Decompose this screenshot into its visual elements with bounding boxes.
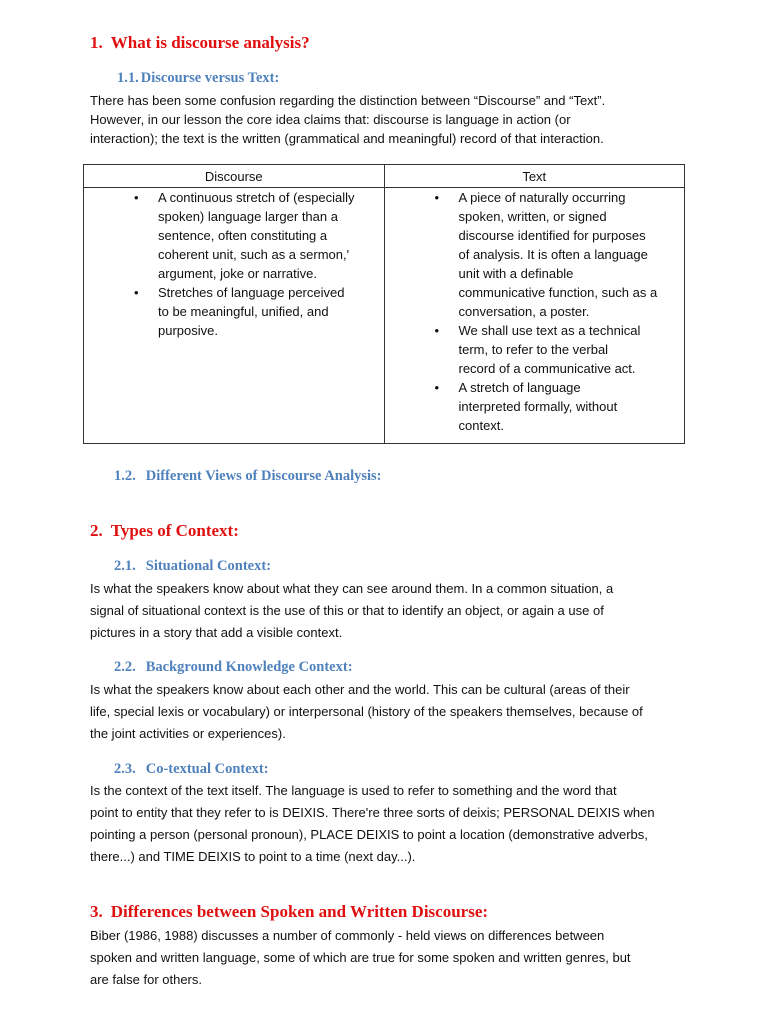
discourse-column	[84, 188, 385, 444]
section-3-heading: 3. Differences between Spoken and Written Discourse:	[90, 902, 489, 921]
co-textual-context-paragraph: Is the context of the text itself. The language is used to refer to something and the word that point to entity that they refer to is DEIXIS. There're three sorts of deixis; PERSONAL DEIXIS when pointing a person (personal pronoun), PLACE DEIXIS to point a location (demonstrative adverbs, there...) and TIME DEIXIS to point to a time (next day...).	[90, 783, 655, 864]
table-header-discourse: Discourse	[84, 165, 385, 188]
spoken-written-paragraph: Biber (1986, 1988) discusses a number of commonly - held views on differences between spoken and written language, some of which are true for some spoken and written genres, but are false for others.	[90, 928, 631, 987]
situational-context-paragraph: Is what the speakers know about what they can see around them. In a common situation, a signal of situational context is the use of this or that to identify an object, or again a use of pictures in a story that add a visible context.	[90, 581, 614, 640]
list-item: • Stretches of language perceived to be meaningful, unified, and purposive.	[134, 285, 345, 338]
discourse-text-table	[83, 164, 685, 444]
subsection-2-1-heading: 2.1. Situational Context:	[114, 558, 272, 574]
subsection-2-2-heading: 2.2. Background Knowledge Context:	[114, 659, 353, 675]
list-item: • A piece of naturally occurring spoken, written, or signed discourse identified for purposes of analysis. It is often a language unit with a definable communicative function, such as a conversation, a poster.	[434, 190, 658, 319]
discourse-vs-text-paragraph: There has been some confusion regarding the distinction between “Discourse” and “Text”. However, in our lesson the core idea claims that: discourse is language in action (or interaction); the text is the written (grammatical and meaningful) record of that interaction.	[90, 93, 606, 146]
subsection-1-2-heading: 1.2. Different Views of Discourse Analysis:	[114, 468, 382, 484]
background-knowledge-paragraph: Is what the speakers know about each other and the world. This can be cultural (areas of their life, special lexis or vocabulary) or interpersonal (history of the speakers themselves, because of the joint activities or experiences).	[90, 682, 643, 741]
table-header-text: Text	[384, 165, 685, 188]
list-item: • We shall use text as a technical term, to refer to the verbal record of a communicative act.	[434, 323, 641, 376]
subsection-1-1-heading: 1.1. Discourse versus Text:	[117, 70, 280, 86]
section-1-heading: 1. What is discourse analysis?	[90, 33, 310, 52]
list-item: • A continuous stretch of (especially spoken) language larger than a sentence, often constituting a coherent unit, such as a sermon,' argument, joke or narrative.	[134, 190, 355, 281]
subsection-2-3-heading: 2.3. Co-textual Context:	[114, 761, 269, 777]
list-item: • A stretch of language interpreted formally, without context.	[434, 380, 618, 433]
section-2-heading: 2. Types of Context:	[90, 521, 239, 540]
text-column	[384, 188, 685, 444]
